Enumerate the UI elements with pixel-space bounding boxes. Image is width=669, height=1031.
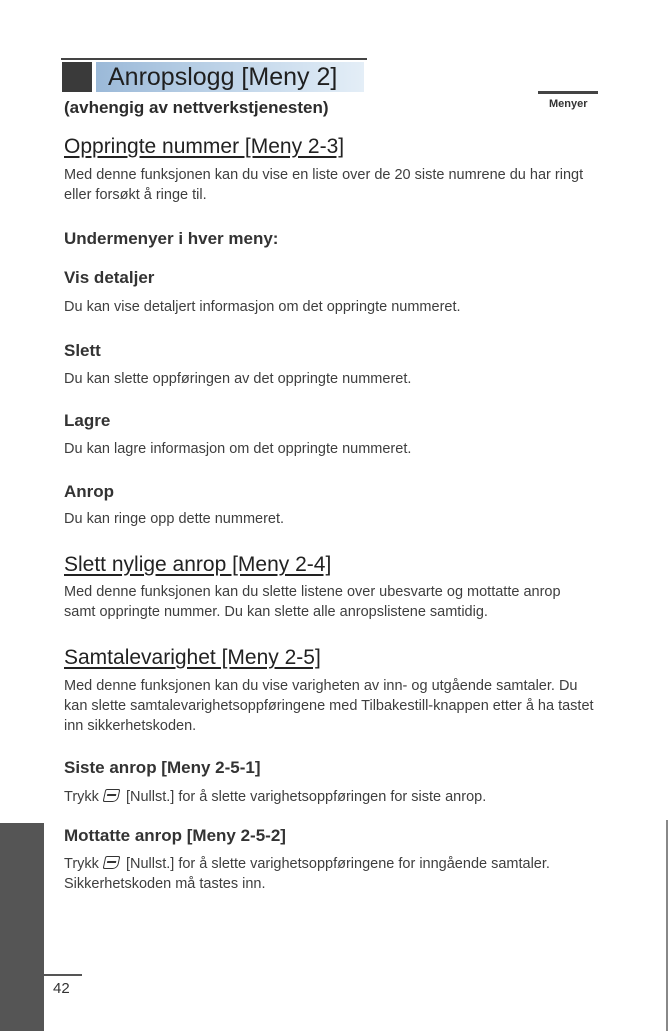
soft-key-icon xyxy=(103,789,121,802)
header-square-marker xyxy=(62,62,92,92)
item-text-anrop: Du kan ringe opp dette nummeret. xyxy=(64,511,285,527)
section-text-slett-nylige: Med denne funksjonen kan du slette listene over ubesvarte og mottatte anrop samt oppringte nummer. Du kan slette alle anropslistene samtidig. xyxy=(64,584,561,620)
item-heading-siste-anrop: Siste anrop [Meny 2-5-1] xyxy=(64,758,261,777)
page-number-rule xyxy=(44,974,82,976)
side-thumb-tab xyxy=(0,823,44,1031)
item-text-lagre: Du kan lagre informasjon om det oppringte nummeret. xyxy=(64,441,412,457)
menu-section-label: Menyer xyxy=(549,98,588,110)
menu-label-rule xyxy=(538,91,598,94)
item-text-siste-anrop xyxy=(64,787,594,807)
section-title-oppringte: Oppringte nummer [Meny 2-3] xyxy=(64,135,345,158)
item-text-siste-anrop-post: [Nullst.] for å slette varighetsoppføringen for siste anrop. xyxy=(125,789,487,805)
page-number: 42 xyxy=(53,980,70,997)
item-text-slett: Du kan slette oppføringen av det oppringte nummeret. xyxy=(64,371,412,387)
item-text-mottatte-anrop xyxy=(64,854,564,894)
page-subtitle: (avhengig av nettverkstjenesten) xyxy=(64,98,329,117)
section-intro-oppringte: Med denne funksjonen kan du vise en liste over de 20 siste numrene du har ringt eller forsøkt å ringe til. xyxy=(64,167,584,203)
item-heading-slett: Slett xyxy=(64,341,101,360)
item-text-mottatte-anrop-post: [Nullst.] for å slette varighetsoppføringene for inngående samtaler. Sikkerhetskoden må tastes inn. xyxy=(64,856,550,892)
item-heading-vis-detaljer: Vis detaljer xyxy=(64,268,155,287)
page-title: Anropslogg [Meny 2] xyxy=(108,63,338,91)
section-title-samtalevarighet: Samtalevarighet [Meny 2-5] xyxy=(64,646,321,669)
item-text-mottatte-anrop-pre: Trykk xyxy=(64,856,99,872)
page-edge-shadow xyxy=(666,820,668,1031)
item-heading-mottatte-anrop: Mottatte anrop [Meny 2-5-2] xyxy=(64,826,286,845)
item-heading-lagre: Lagre xyxy=(64,411,111,430)
section-title-slett-nylige: Slett nylige anrop [Meny 2-4] xyxy=(64,553,332,576)
item-text-vis-detaljer: Du kan vise detaljert informasjon om det oppringte nummeret. xyxy=(64,299,461,315)
item-text-siste-anrop-pre: Trykk xyxy=(64,789,99,805)
header-top-rule xyxy=(61,58,367,60)
soft-key-icon xyxy=(103,856,121,869)
section-text-samtalevarighet: Med denne funksjonen kan du vise varigheten av inn- og utgående samtaler. Du kan slette samtalevarighetsoppføringene med Tilbakestill-knappen etter å ha tastet inn sikkerhetskoden. xyxy=(64,678,594,734)
submenu-heading: Undermenyer i hver meny: xyxy=(64,229,279,248)
item-heading-anrop: Anrop xyxy=(64,482,115,501)
